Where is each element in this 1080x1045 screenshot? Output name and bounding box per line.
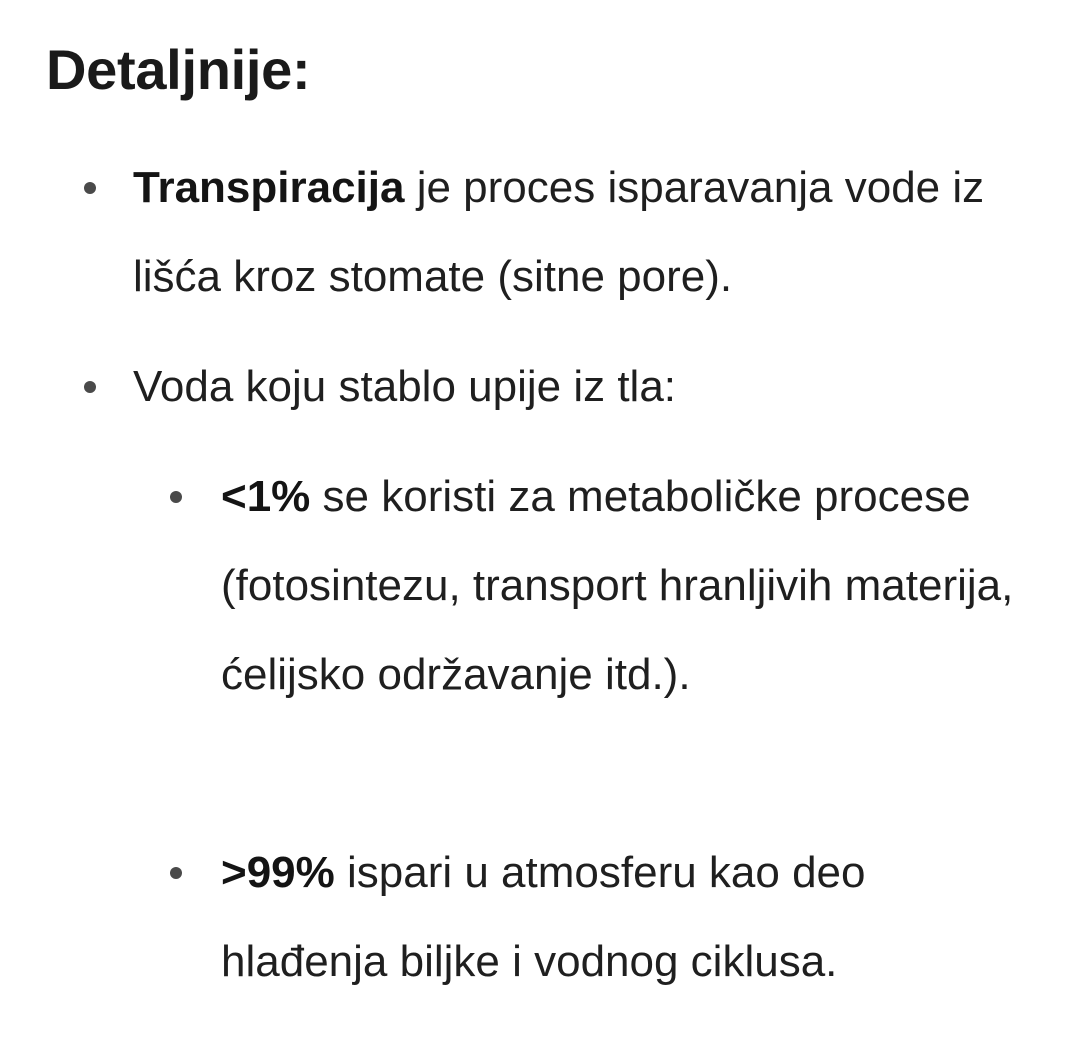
bullet-icon: [84, 182, 96, 194]
percent-over-ninety-nine: >99%: [221, 848, 335, 897]
list-item-water-uptake: [133, 342, 1043, 431]
bullet-icon: [170, 491, 182, 503]
sublist-item-text: ispari u atmosferu kao deo hlađenja biljke i vodnog ciklusa.: [221, 848, 866, 986]
bullet-icon: [170, 867, 182, 879]
sublist-item-metabolic: [221, 452, 1021, 719]
sublist-item-evaporation: [221, 828, 1021, 1006]
bullet-icon: [84, 381, 96, 393]
percent-under-one: <1%: [221, 472, 311, 521]
list-item-text: Voda koju stablo upije iz tla:: [133, 362, 677, 411]
term-transpiration: Transpiracija: [133, 163, 405, 212]
sublist-item-text: se koristi za metaboličke procese (fotosintezu, transport hranljivih materija, ćelijsko održavanje itd.).: [221, 472, 1014, 699]
list-item-text: je proces isparavanja vode iz lišća kroz stomate (sitne pore).: [133, 163, 985, 301]
section-heading: Detaljnije:: [46, 38, 311, 101]
list-item-transpiration: [133, 143, 1043, 321]
